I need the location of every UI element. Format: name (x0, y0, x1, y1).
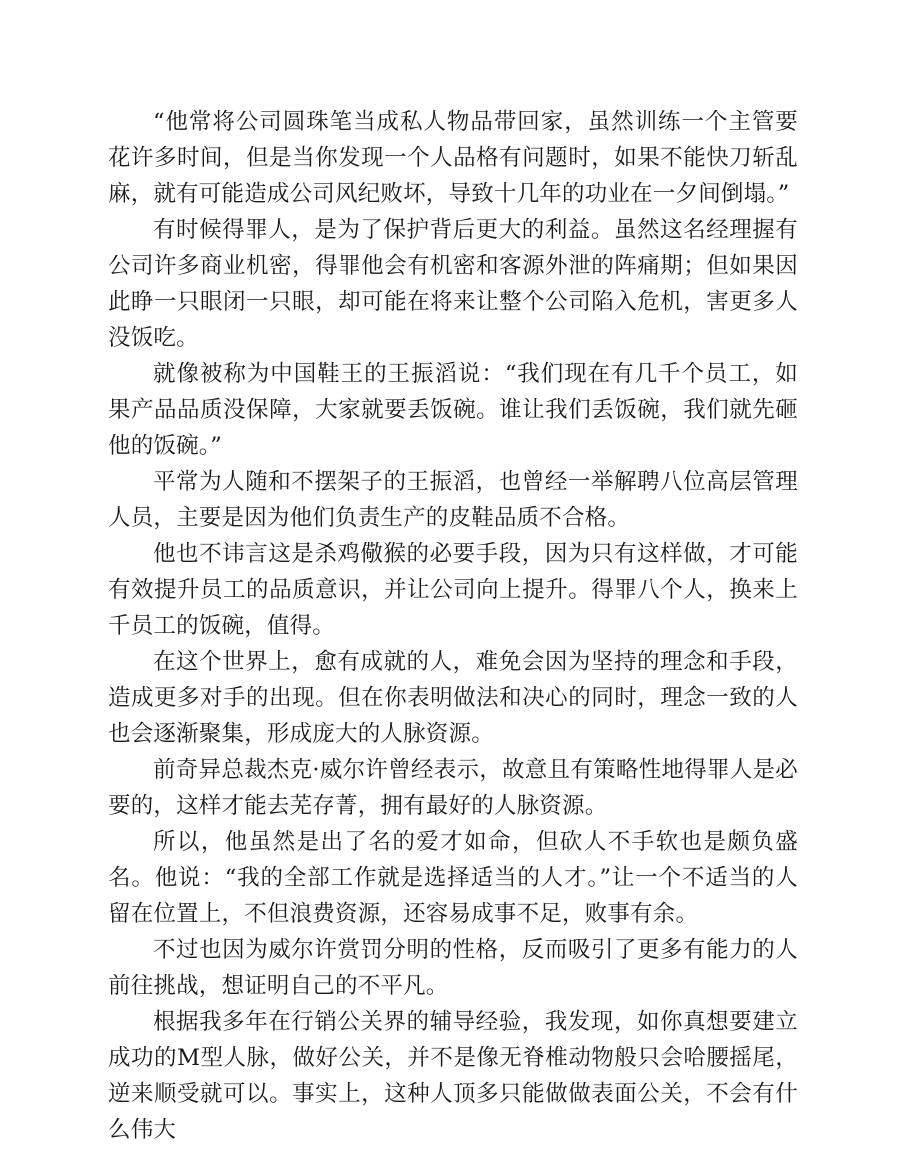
paragraph: 不过也因为威尔许赏罚分明的性格，反而吸引了更多有能力的人前往挑战，想证明自己的不平凡。 (108, 937, 798, 999)
paragraph: 平常为人随和不摆架子的王振滔，也曾经一举解聘八位高层管理人员，主要是因为他们负责生产的皮鞋品质不合格。 (108, 469, 798, 531)
paragraph: 就像被称为中国鞋王的王振滔说：“我们现在有几千个员工，如果产品品质没保障，大家就要丢饭碗。谁让我们丢饭碗，我们就先砸他的饭碗。” (108, 361, 798, 459)
paragraph: “他常将公司圆珠笔当成私人物品带回家，虽然训练一个主管要花许多时间，但是当你发现一个人品格有问题时，如果不能快刀斩乱麻，就有可能造成公司风纪败坏，导致十几年的功业在一夕间倒塌。” (108, 109, 798, 207)
paragraph: 所以，他虽然是出了名的爱才如命，但砍人不手软也是颇负盛名。他说：“我的全部工作就是选择适当的人才。”让一个不适当的人留在位置上，不但浪费资源，还容易成事不足，败事有余。 (108, 829, 798, 927)
paragraph: 根据我多年在行销公关界的辅导经验，我发现，如你真想要建立成功的M型人脉，做好公关，并不是像无脊椎动物般只会哈腰摇尾，逆来顺受就可以。事实上，这种人顶多只能做做表面公关，不会有什么伟大 (108, 1009, 798, 1143)
paragraph: 前奇异总裁杰克·威尔许曾经表示，故意且有策略性地得罪人是必要的，这样才能去芜存菁，拥有最好的人脉资源。 (108, 757, 798, 819)
body-text (108, 104, 798, 1148)
paragraph: 有时候得罪人，是为了保护背后更大的利益。虽然这名经理握有公司许多商业机密，得罪他会有机密和客源外泄的阵痛期；但如果因此睁一只眼闭一只眼，却可能在将来让整个公司陷入危机，害更多人没饭吃。 (108, 217, 798, 351)
paragraph: 在这个世界上，愈有成就的人，难免会因为坚持的理念和手段，造成更多对手的出现。但在你表明做法和决心的同时，理念一致的人也会逐渐聚集，形成庞大的人脉资源。 (108, 649, 798, 747)
paragraph: 他也不讳言这是杀鸡儆猴的必要手段，因为只有这样做，才可能有效提升员工的品质意识，并让公司向上提升。得罪八个人，换来上千员工的饭碗，值得。 (108, 541, 798, 639)
